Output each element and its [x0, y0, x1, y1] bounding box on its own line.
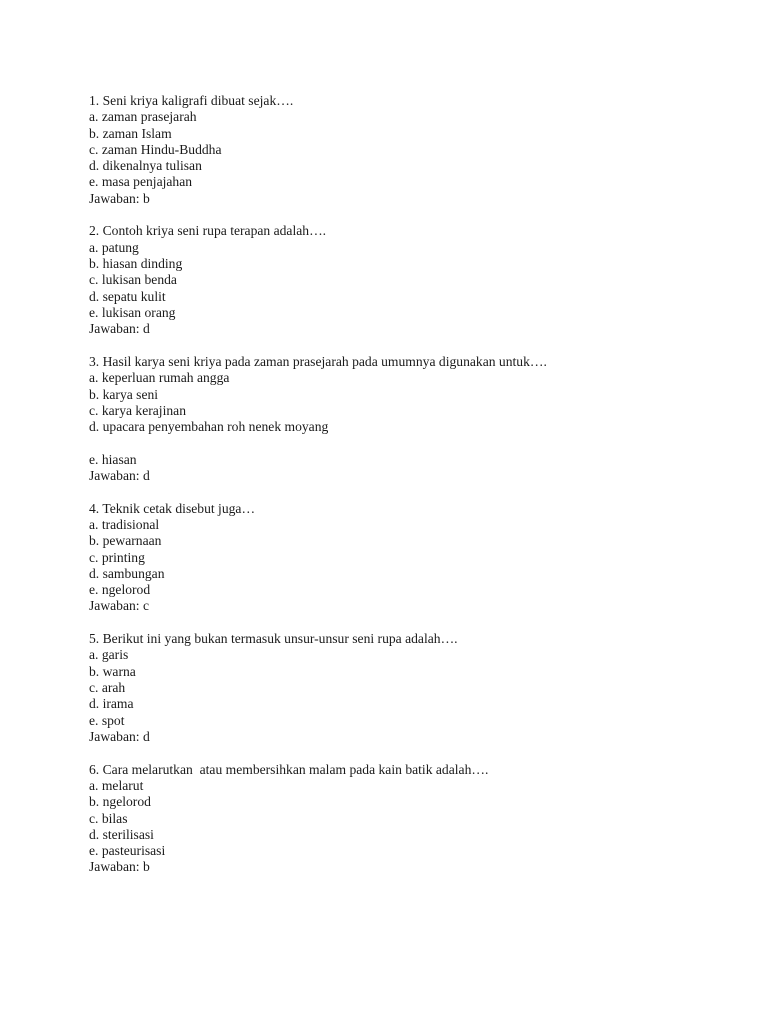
option-b: b. zaman Islam	[89, 125, 172, 141]
question-1	[89, 93, 729, 207]
option-a: a. garis	[89, 647, 129, 663]
option-e: e. masa penjajahan	[89, 174, 193, 190]
option-b: b. ngelorod	[89, 794, 151, 810]
option-a: a. patung	[89, 239, 139, 255]
question-text: 2. Contoh kriya seni rupa terapan adalah….	[89, 223, 327, 239]
answer-line: Jawaban: b	[89, 190, 150, 206]
option-a: a. melarut	[89, 777, 144, 793]
option-a: a. keperluan rumah angga	[89, 370, 230, 386]
option-d: d. dikenalnya tulisan	[89, 158, 202, 174]
option-d: d. upacara penyembahan roh nenek moyang	[89, 419, 329, 435]
option-e: e. lukisan orang	[89, 304, 176, 320]
question-text: 6. Cara melarutkan atau membersihkan malam pada kain batik adalah….	[89, 761, 489, 777]
option-c: c. bilas	[89, 810, 128, 826]
option-e: e. hiasan	[89, 451, 137, 467]
option-d: d. sepatu kulit	[89, 288, 166, 304]
question-text: 5. Berikut ini yang bukan termasuk unsur-unsur seni rupa adalah….	[89, 631, 458, 647]
option-b: b. hiasan dinding	[89, 256, 183, 272]
option-c: c. printing	[89, 549, 145, 565]
option-e: e. ngelorod	[89, 582, 151, 598]
option-a: a. zaman prasejarah	[89, 109, 197, 125]
question-3	[89, 354, 729, 484]
answer-line: Jawaban: d	[89, 321, 150, 337]
quiz-list	[89, 93, 729, 876]
option-c: c. karya kerajinan	[89, 402, 186, 418]
option-d: d. irama	[89, 696, 134, 712]
option-e: e. spot	[89, 712, 125, 728]
option-d: d. sterilisasi	[89, 826, 154, 842]
option-b: b. warna	[89, 663, 136, 679]
option-c: c. zaman Hindu-Buddha	[89, 141, 222, 157]
option-c: c. arah	[89, 680, 126, 696]
question-5	[89, 631, 729, 745]
option-a: a. tradisional	[89, 517, 160, 532]
question-4	[89, 501, 729, 615]
question-6	[89, 762, 729, 876]
answer-line: Jawaban: d	[89, 728, 150, 744]
blank-line	[89, 435, 729, 451]
question-text: 1. Seni kriya kaligrafi dibuat sejak….	[89, 93, 294, 108]
option-c: c. lukisan benda	[89, 272, 177, 288]
option-d: d. sambungan	[89, 565, 165, 581]
answer-line: Jawaban: d	[89, 468, 150, 484]
answer-line: Jawaban: b	[89, 859, 150, 875]
option-b: b. karya seni	[89, 386, 159, 402]
answer-line: Jawaban: c	[89, 598, 150, 614]
question-2	[89, 223, 729, 337]
question-text: 3. Hasil karya seni kriya pada zaman prasejarah pada umumnya digunakan untuk….	[89, 353, 547, 369]
question-text: 4. Teknik cetak disebut juga…	[89, 500, 256, 516]
option-b: b. pewarnaan	[89, 533, 162, 549]
option-e: e. pasteurisasi	[89, 843, 166, 859]
